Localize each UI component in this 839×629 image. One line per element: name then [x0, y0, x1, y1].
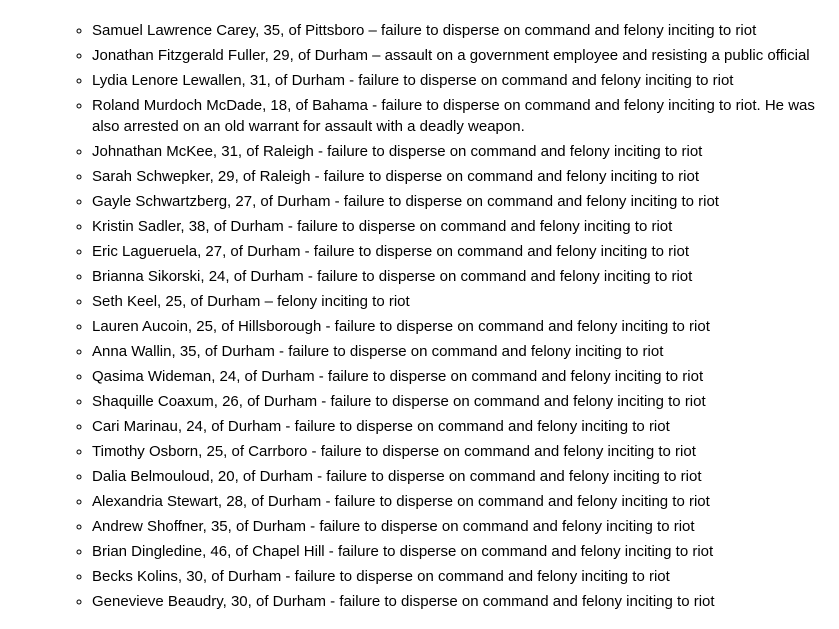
arrest-list-item: ◦ Shaquille Coaxum, 26, of Durham - failure to disperse on command and felony inciting to riot [92, 391, 818, 412]
arrest-list-item: ◦ Lauren Aucoin, 25, of Hillsborough - failure to disperse on command and felony inciting to riot [92, 316, 818, 337]
arrest-list-item: ◦ Kristin Sadler, 38, of Durham - failure to disperse on command and felony inciting to riot [92, 216, 818, 237]
arrest-list-item: ◦ Brianna Sikorski, 24, of Durham - failure to disperse on command and felony inciting to riot [92, 266, 818, 287]
arrest-list-item: ◦ Sarah Schwepker, 29, of Raleigh - failure to disperse on command and felony inciting to riot [92, 166, 818, 187]
arrest-list-item: ◦ Becks Kolins, 30, of Durham - failure to disperse on command and felony inciting to riot [92, 566, 818, 587]
arrest-list-item: ◦ Andrew Shoffner, 35, of Durham - failure to disperse on command and felony inciting to riot [92, 516, 818, 537]
arrest-list-item: ◦ Gayle Schwartzberg, 27, of Durham - failure to disperse on command and felony inciting to riot [92, 191, 818, 212]
arrest-list-item: ◦ Jonathan Fitzgerald Fuller, 29, of Durham – assault on a government employee and resisting a public official [92, 45, 818, 66]
arrest-list-item: ◦ Genevieve Beaudry, 30, of Durham - failure to disperse on command and felony inciting to riot [92, 591, 818, 612]
arrest-list-item: ◦ Timothy Osborn, 25, of Carrboro - failure to disperse on command and felony inciting to riot [92, 441, 818, 462]
arrest-list-item: ◦ Eric Lagueruela, 27, of Durham - failure to disperse on command and felony inciting to riot [92, 241, 818, 262]
arrest-list-item: ◦ Qasima Wideman, 24, of Durham - failure to disperse on command and felony inciting to riot [92, 366, 818, 387]
arrest-list-item: ◦ Seth Keel, 25, of Durham – felony inciting to riot [92, 291, 818, 312]
arrest-list-item: ◦ Cari Marinau, 24, of Durham - failure to disperse on command and felony inciting to riot [92, 416, 818, 437]
arrest-list-item: ◦ Lydia Lenore Lewallen, 31, of Durham - failure to disperse on command and felony inciting to riot [92, 70, 818, 91]
arrest-list [0, 20, 818, 612]
arrest-list-item: ◦ Anna Wallin, 35, of Durham - failure to disperse on command and felony inciting to riot [92, 341, 818, 362]
arrest-list-item: ◦ Dalia Belmouloud, 20, of Durham - failure to disperse on command and felony inciting to riot [92, 466, 818, 487]
arrest-list-item: ◦ Johnathan McKee, 31, of Raleigh - failure to disperse on command and felony inciting to riot [92, 141, 818, 162]
arrest-list-item: ◦ Brian Dingledine, 46, of Chapel Hill - failure to disperse on command and felony inciting to riot [92, 541, 818, 562]
arrest-list-item: ◦ Roland Murdoch McDade, 18, of Bahama - failure to disperse on command and felony inciting to riot. He was also arrested on an old warrant for assault with a deadly weapon. [92, 95, 818, 137]
arrest-list-item: ◦ Alexandria Stewart, 28, of Durham - failure to disperse on command and felony inciting to riot [92, 491, 818, 512]
arrest-list-item: ◦ Samuel Lawrence Carey, 35, of Pittsboro – failure to disperse on command and felony inciting to riot [92, 20, 818, 41]
